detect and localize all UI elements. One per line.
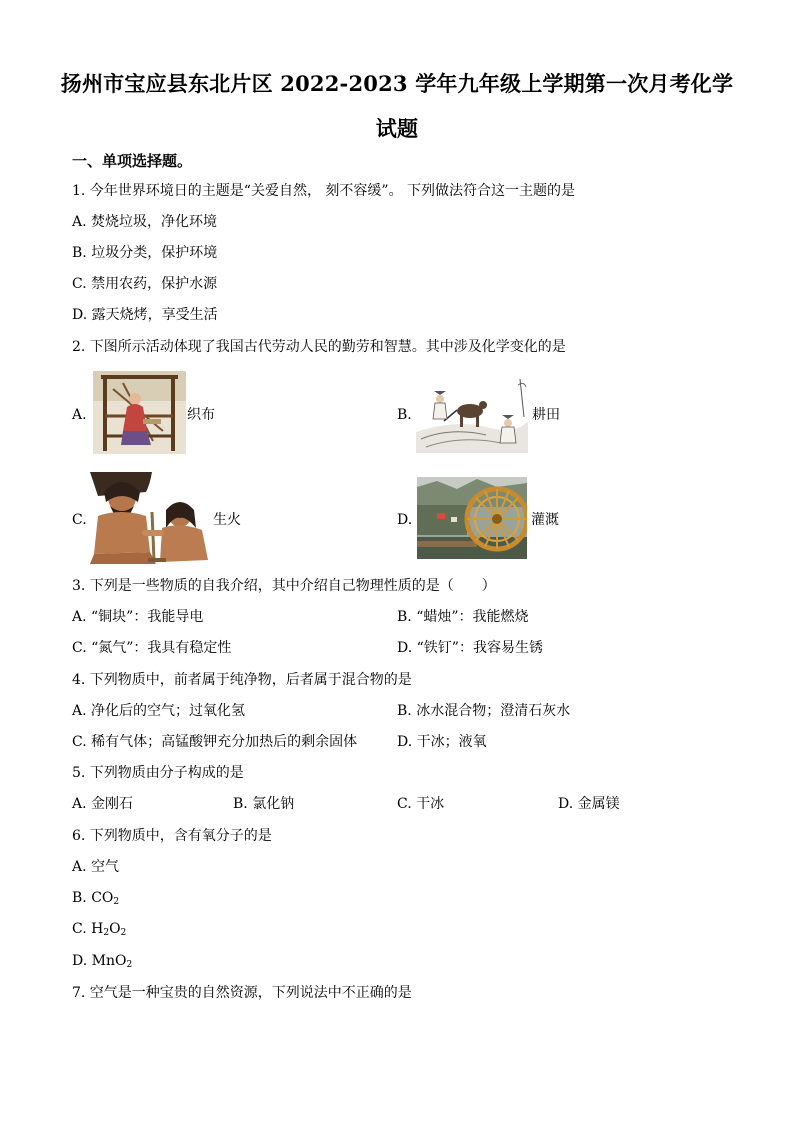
page-title-line2: 试题 <box>375 116 419 141</box>
q7-stem: 7. 空气是一种宝贵的自然资源，下列说法中不正确的是 <box>72 985 412 1001</box>
q4-option-b: B. 冰水混合物；澄清石灰水 <box>397 703 571 719</box>
making-fire-image <box>90 472 213 564</box>
q1-option-d: D. 露天烧烤，享受生活 <box>72 307 218 323</box>
q4-option-c: C. 稀有气体；高锰酸钾充分加热后的剩余固体 <box>72 734 358 750</box>
q2-stem: 2. 下图所示活动体现了我国古代劳动人民的勤劳和智慧。其中涉及化学变化的是 <box>72 339 566 355</box>
q2-option-a-letter: A. <box>72 407 87 423</box>
q2-option-d-letter: D. <box>397 512 413 528</box>
q6-stem: 6. 下列物质中，含有氧分子的是 <box>72 828 272 844</box>
waterwheel-irrigation-image <box>417 477 527 559</box>
q5-stem: 5. 下列物质由分子构成的是 <box>72 765 244 781</box>
page-title-line1: 扬州市宝应县东北片区 2022-2023 学年九年级上学期第一次月考化学 <box>60 71 734 96</box>
q2-option-b-letter: B. <box>397 407 412 423</box>
q1-option-b: B. 垃圾分类，保护环境 <box>72 245 218 261</box>
q3-option-d: D. “铁钉”：我容易生锈 <box>397 640 543 656</box>
q3-option-a: A. “铜块”：我能导电 <box>72 609 204 625</box>
q2-option-a-text: 织布 <box>187 407 215 423</box>
q1-option-a: A. 焚烧垃圾，净化环境 <box>72 214 218 230</box>
q5-option-d: D. 金属镁 <box>558 796 620 812</box>
q5-option-c: C. 干冰 <box>397 796 445 812</box>
loom-weaving-image <box>93 371 186 454</box>
q2-option-c-letter: C. <box>72 512 87 528</box>
q6-option-b: B. $CO_2$ <box>72 890 120 907</box>
q2-option-d-text: 灌溉 <box>531 512 559 528</box>
q3-stem: 3. 下列是一些物质的自我介绍，其中介绍自己物理性质的是（ ） <box>72 578 496 594</box>
q3-option-c: C. “氮气”：我具有稳定性 <box>72 640 232 656</box>
q4-option-a: A. 净化后的空气；过氧化氢 <box>72 703 246 719</box>
q5-option-a: A. 金刚石 <box>72 796 134 812</box>
section-heading: 一、单项选择题。 <box>72 152 193 170</box>
q4-stem: 4. 下列物质中，前者属于纯净物，后者属于混合物的是 <box>72 672 412 688</box>
q1-option-c: C. 禁用农药，保护水源 <box>72 276 218 292</box>
plowing-field-image <box>416 377 528 453</box>
q6-option-a: A. 空气 <box>72 859 120 875</box>
q4-option-d: D. 干冰；液氧 <box>397 734 487 750</box>
q1-stem: 1. 今年世界环境日的主题是“关爱自然， 刻不容缓”。 下列做法符合这一主题的是 <box>72 183 576 199</box>
q3-option-b: B. “蜡烛”：我能燃烧 <box>397 609 529 625</box>
q2-option-b-text: 耕田 <box>532 407 560 423</box>
q6-option-d: D. MnO$_2$ <box>72 953 133 970</box>
q2-option-c-text: 生火 <box>213 512 241 528</box>
q5-option-b: B. 氯化钠 <box>233 796 295 812</box>
q6-option-c: C. $H_2O_2$ <box>72 921 127 938</box>
